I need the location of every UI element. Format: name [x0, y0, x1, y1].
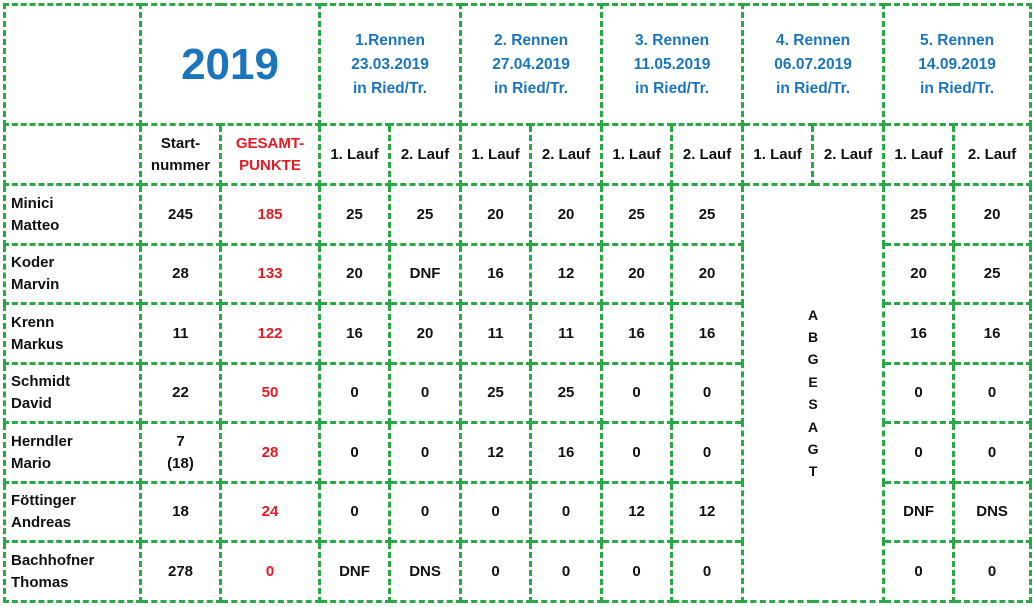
start-number [141, 423, 221, 483]
r2-lauf-2-result: 20 [531, 185, 602, 245]
race-title: 3. Rennen [635, 31, 710, 49]
start-number-line: 245 [167, 205, 194, 223]
driver-first-name: Krenn [11, 313, 55, 331]
cancelled-letter: T [808, 463, 818, 480]
r5-lauf-1-result: DNF [884, 482, 954, 542]
driver-name [5, 482, 141, 542]
driver-name [5, 244, 141, 304]
r5-lauf-2-result: 25 [954, 244, 1031, 304]
r1-lauf-2-result: 25 [390, 185, 461, 245]
race-place: in Ried/Tr. [920, 79, 995, 97]
results-table [3, 3, 1032, 603]
r3-lauf-1-result: 25 [602, 185, 672, 245]
cancelled-letter: G [807, 440, 819, 457]
gesamtpunkte-header-line1: GESAMT- [235, 135, 305, 153]
r2-lauf-1-result: 0 [461, 542, 531, 602]
race-1-lauf-2-header: 2. Lauf [390, 125, 461, 185]
race-5-lauf-1-header: 1. Lauf [884, 125, 954, 185]
race-title: 1.Rennen [355, 31, 425, 49]
start-number-line: 28 [172, 265, 189, 283]
total-points: 185 [221, 185, 320, 245]
r2-lauf-2-result: 16 [531, 423, 602, 483]
cancelled-letter: S [808, 396, 818, 413]
r1-lauf-1-result: 16 [320, 304, 390, 364]
r1-lauf-2-result: DNF [390, 244, 461, 304]
r5-lauf-2-result: DNS [954, 482, 1031, 542]
driver-last-name: Markus [11, 335, 64, 353]
race-5-lauf-2-header: 2. Lauf [954, 125, 1031, 185]
r1-lauf-1-result: DNF [320, 542, 390, 602]
cancelled-letter: G [807, 351, 819, 368]
driver-name [5, 542, 141, 602]
r3-lauf-2-result: 12 [672, 482, 743, 542]
race-date: 27.04.2019 [492, 55, 570, 73]
race-title: 4. Rennen [776, 31, 851, 49]
r2-lauf-2-result: 12 [531, 244, 602, 304]
race-1-header [320, 5, 461, 125]
start-number-line: 18 [172, 503, 189, 521]
race-date: 11.05.2019 [633, 55, 711, 73]
r2-lauf-1-result: 20 [461, 185, 531, 245]
r5-lauf-1-result: 16 [884, 304, 954, 364]
start-number [141, 482, 221, 542]
total-points: 133 [221, 244, 320, 304]
r3-lauf-1-result: 20 [602, 244, 672, 304]
r5-lauf-1-result: 0 [884, 363, 954, 423]
empty-corner-cell [5, 5, 141, 125]
r2-lauf-1-result: 12 [461, 423, 531, 483]
r2-lauf-2-result: 25 [531, 363, 602, 423]
r3-lauf-1-result: 0 [602, 363, 672, 423]
race-title: 2. Rennen [494, 31, 569, 49]
total-points: 122 [221, 304, 320, 364]
r1-lauf-1-result: 0 [320, 423, 390, 483]
driver-last-name: David [11, 395, 52, 413]
driver-first-name: Bachhofner [11, 551, 95, 569]
r1-lauf-2-result: 20 [390, 304, 461, 364]
start-number-line: 22 [172, 384, 189, 402]
column-header-row [5, 125, 1031, 185]
race-3-header [602, 5, 743, 125]
race-4-lauf-1-header: 1. Lauf [743, 125, 813, 185]
race-date: 14.09.2019 [918, 55, 996, 73]
race-header-row [5, 5, 1031, 125]
r3-lauf-2-result: 0 [672, 542, 743, 602]
driver-first-name: Föttinger [11, 492, 76, 510]
cancelled-letter: E [808, 373, 818, 390]
start-number-line: 278 [167, 562, 194, 580]
r5-lauf-1-result: 0 [884, 542, 954, 602]
r5-lauf-2-result: 0 [954, 542, 1031, 602]
r3-lauf-1-result: 0 [602, 542, 672, 602]
r5-lauf-1-result: 20 [884, 244, 954, 304]
start-number [141, 542, 221, 602]
race-place: in Ried/Tr. [635, 79, 710, 97]
race-date: 06.07.2019 [774, 55, 852, 73]
start-number [141, 363, 221, 423]
r3-lauf-1-result: 0 [602, 423, 672, 483]
r5-lauf-2-result: 0 [954, 423, 1031, 483]
empty-name-header [5, 125, 141, 185]
driver-first-name: Minici [11, 194, 54, 212]
table-row [5, 185, 1031, 245]
r1-lauf-1-result: 0 [320, 363, 390, 423]
r5-lauf-1-result: 0 [884, 423, 954, 483]
cancelled-letter: A [808, 418, 819, 435]
race-3-lauf-1-header: 1. Lauf [602, 125, 672, 185]
driver-first-name: Koder [11, 254, 55, 272]
r5-lauf-2-result: 20 [954, 185, 1031, 245]
r1-lauf-2-result: 0 [390, 363, 461, 423]
driver-name [5, 185, 141, 245]
race-3-lauf-2-header: 2. Lauf [672, 125, 743, 185]
r3-lauf-2-result: 20 [672, 244, 743, 304]
r2-lauf-1-result: 25 [461, 363, 531, 423]
race-2-lauf-1-header: 1. Lauf [461, 125, 531, 185]
start-number [141, 185, 221, 245]
gesamtpunkte-header [221, 125, 320, 185]
total-points: 50 [221, 363, 320, 423]
start-number-line: 7 [176, 432, 185, 450]
driver-last-name: Thomas [11, 573, 69, 591]
r3-lauf-2-result: 25 [672, 185, 743, 245]
driver-name [5, 363, 141, 423]
race-5-header [884, 5, 1031, 125]
startnummer-header [141, 125, 221, 185]
race-4-header [743, 5, 884, 125]
r5-lauf-1-result: 25 [884, 185, 954, 245]
r3-lauf-2-result: 16 [672, 304, 743, 364]
r1-lauf-1-result: 20 [320, 244, 390, 304]
start-number-line: (18) [167, 454, 194, 472]
total-points: 28 [221, 423, 320, 483]
r3-lauf-2-result: 0 [672, 423, 743, 483]
driver-name [5, 304, 141, 364]
start-number-line: 11 [172, 324, 189, 342]
race-4-cancelled [743, 185, 884, 602]
gesamtpunkte-header-line2: PUNKTE [239, 156, 301, 174]
r2-lauf-2-result: 11 [531, 304, 602, 364]
driver-name [5, 423, 141, 483]
driver-last-name: Marvin [11, 276, 60, 294]
r1-lauf-2-result: DNS [390, 542, 461, 602]
r1-lauf-1-result: 25 [320, 185, 390, 245]
cancelled-letter: A [808, 306, 819, 323]
startnummer-header-line2: nummer [150, 156, 211, 174]
total-points: 24 [221, 482, 320, 542]
driver-last-name: Andreas [11, 514, 72, 532]
driver-last-name: Matteo [11, 216, 60, 234]
race-place: in Ried/Tr. [494, 79, 569, 97]
r1-lauf-2-result: 0 [390, 423, 461, 483]
driver-last-name: Mario [11, 454, 52, 472]
driver-first-name: Herndler [11, 432, 73, 450]
r2-lauf-2-result: 0 [531, 542, 602, 602]
race-4-lauf-2-header: 2. Lauf [813, 125, 884, 185]
race-1-lauf-1-header: 1. Lauf [320, 125, 390, 185]
season-year: 2019 [141, 5, 320, 125]
r1-lauf-1-result: 0 [320, 482, 390, 542]
race-2-lauf-2-header: 2. Lauf [531, 125, 602, 185]
r2-lauf-1-result: 0 [461, 482, 531, 542]
driver-first-name: Schmidt [11, 373, 71, 391]
race-place: in Ried/Tr. [776, 79, 851, 97]
start-number [141, 244, 221, 304]
r3-lauf-1-result: 16 [602, 304, 672, 364]
startnummer-header-line1: Start- [160, 135, 201, 153]
r2-lauf-1-result: 16 [461, 244, 531, 304]
cancelled-letters [744, 304, 882, 483]
cancelled-letter: B [808, 329, 819, 346]
race-date: 23.03.2019 [351, 55, 429, 73]
start-number [141, 304, 221, 364]
r3-lauf-2-result: 0 [672, 363, 743, 423]
r2-lauf-2-result: 0 [531, 482, 602, 542]
r3-lauf-1-result: 12 [602, 482, 672, 542]
total-points: 0 [221, 542, 320, 602]
race-2-header [461, 5, 602, 125]
r1-lauf-2-result: 0 [390, 482, 461, 542]
r5-lauf-2-result: 0 [954, 363, 1031, 423]
r5-lauf-2-result: 16 [954, 304, 1031, 364]
race-title: 5. Rennen [920, 31, 995, 49]
race-place: in Ried/Tr. [352, 79, 428, 97]
r2-lauf-1-result: 11 [461, 304, 531, 364]
